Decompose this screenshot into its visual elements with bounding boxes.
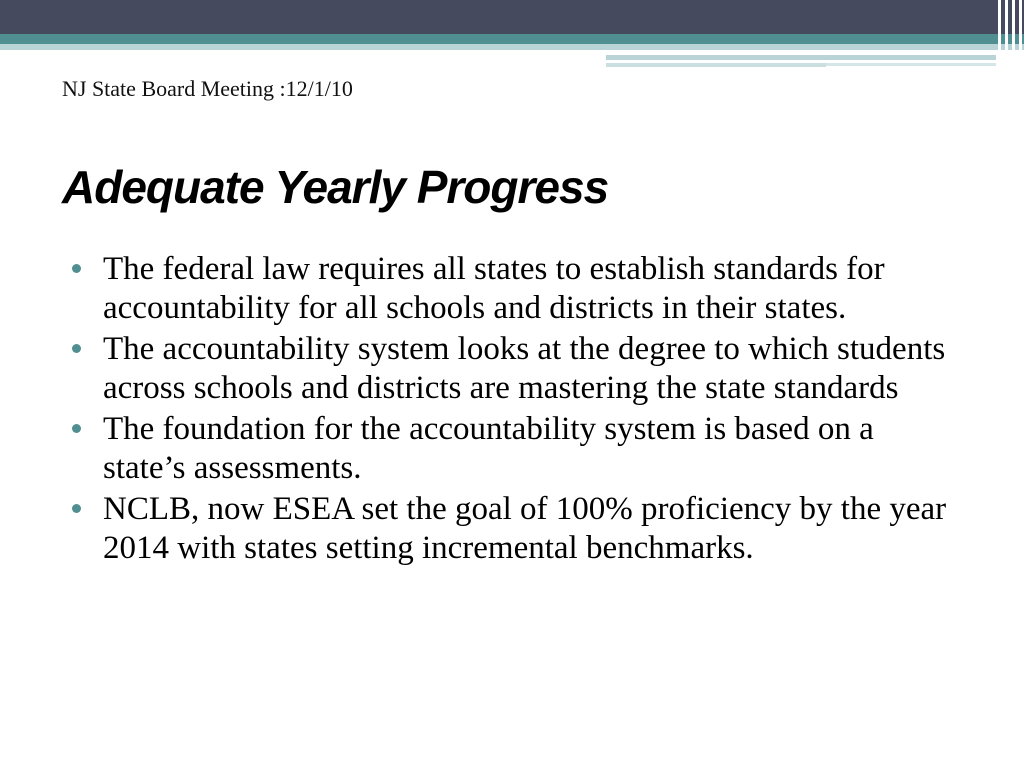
header-band-dark [0,0,1024,34]
bullet-text: The foundation for the accountability system is based on a state’s assessments. [103,411,874,486]
header-stripes [994,0,1024,70]
header-accent-line [826,63,996,66]
bullet-item [72,490,952,568]
bullet-item [72,250,952,328]
header-stripe [1005,0,1008,70]
header-accent-line [606,63,826,67]
bullet-icon [72,264,81,273]
bullet-icon [72,344,81,353]
header-band-teal [0,34,1024,44]
header-stripe [1012,0,1015,70]
header-stripe [998,0,1001,70]
bullet-item [72,330,952,408]
bullet-text: The accountability system looks at the degree to which students across schools and districts are mastering the state standards [103,331,946,406]
header-stripe [1019,0,1022,70]
bullet-text: NCLB, now ESEA set the goal of 100% proficiency by the year 2014 with states setting incremental benchmarks. [103,491,947,566]
header-accent-line [606,55,996,60]
bullet-list [72,250,952,570]
bullet-text: The federal law requires all states to establish standards for accountability for all schools and districts in their states. [103,251,885,326]
bullet-item [72,410,952,488]
slide-title: Adequate Yearly Progress [62,161,609,213]
bullet-icon [72,424,81,433]
bullet-icon [72,504,81,513]
slide-subtitle: NJ State Board Meeting :12/1/10 [62,76,353,101]
